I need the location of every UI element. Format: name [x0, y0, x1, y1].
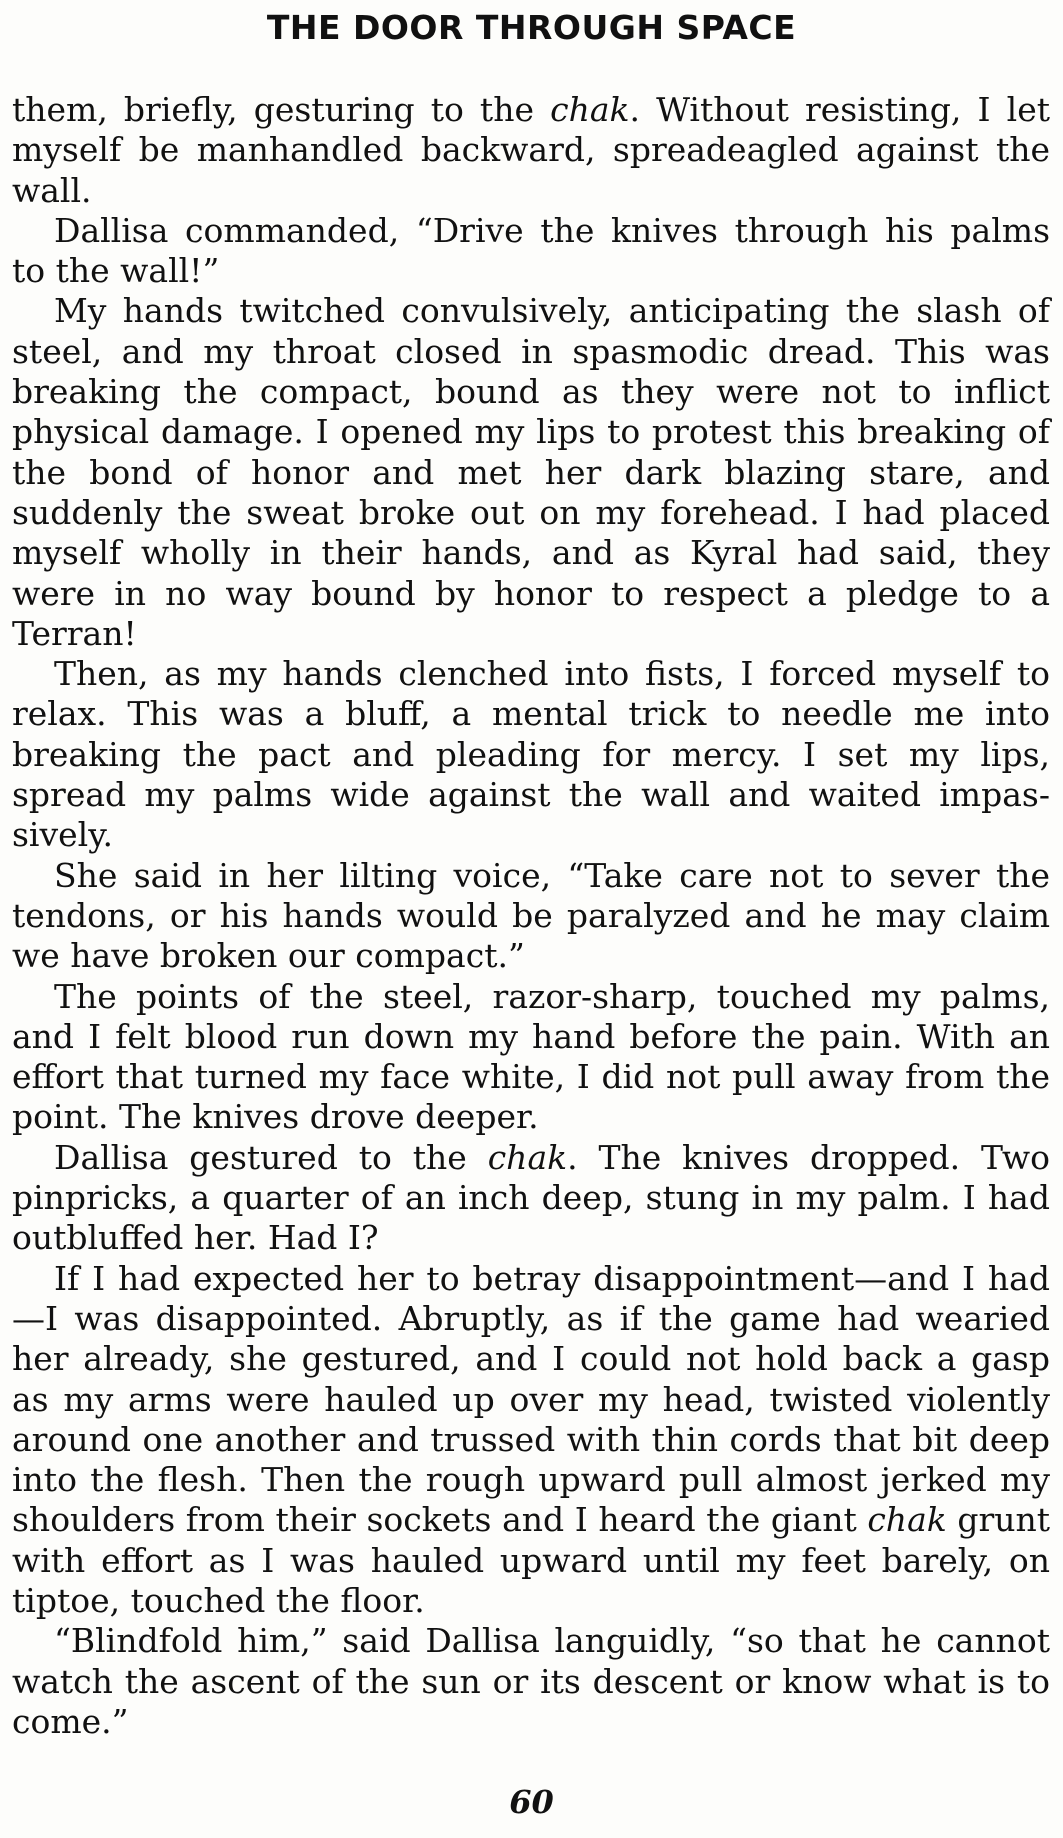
- text-run: Then, as my hands clenched into fists, I forced myself to relax. This was a bluff, a mental trick to needle me into breaking the pact and pleading for mercy. I set my lips, spread my palms wide against the wall and waited impassively.: [12, 654, 1050, 855]
- paragraph: [12, 1138, 1050, 1259]
- text-run: grunt with effort as I was hauled upward until my feet barely, on tiptoe, touched the floor.: [12, 1500, 1050, 1620]
- text-run: . The knives dropped. Two pinpricks, a quarter of an inch deep, stung in my palm. I had outbluffed her. Had I?: [12, 1137, 1050, 1258]
- page-number: 60: [509, 1783, 554, 1821]
- text-run: The points of the steel, razor-sharp, touched my palms, and I felt blood run down my hand before the pain. With an effort that turned my face white, I did not pull away from the point. The knives drove deeper.: [12, 976, 1050, 1137]
- paragraph: [12, 856, 1050, 977]
- text-run: She said in her lilting voice, “Take care not to sever the tendons, or his hands would be paralyzed and he may claim we have broken our compact.”: [12, 855, 1050, 976]
- italic-text: chak: [487, 1137, 568, 1177]
- running-head-title: THE DOOR THROUGH SPACE: [266, 8, 797, 47]
- text-run: If I had expected her to betray disappointment—and I had—I was disappointed. Abruptly, as if the game had wearied her already, she gestured, and I could not hold back a gasp as my arms were hauled up over my head, twisted violently around one another and trussed with thin cords that bit deep into the flesh. Then the rough upward pull almost jerked my shoulders from their sockets and I heard the giant: [12, 1258, 1050, 1540]
- text-run: My hands twitched convulsively, anticipating the slash of steel, and my throat closed in spasmodic dread. This was breaking the compact, bound as they were not to inflict physical damage. I opened my lips to protest this breaking of the bond of honor and met her dark blazing stare, and suddenly the sweat broke out on my forehead. I had placed myself wholly in their hands, and as Kyral had said, they were in no way bound by honor to respect a pledge to a Terran!: [12, 291, 1050, 653]
- paragraph: [12, 977, 1050, 1138]
- paragraph: [12, 211, 1050, 292]
- paragraph: [12, 1259, 1050, 1622]
- body-text: [12, 90, 1050, 1742]
- italic-text: chak: [867, 1500, 947, 1540]
- text-run: . Without resisting, I let myself be manhandled backward, spreadeagled against the wall.: [12, 90, 1050, 210]
- text-run: Dallisa commanded, “Drive the knives through his palms to the wall!”: [12, 210, 1050, 291]
- paragraph: [12, 654, 1050, 855]
- paragraph: [12, 291, 1050, 654]
- paragraph: [12, 1621, 1050, 1742]
- text-run: “Blindfold him,” said Dallisa languidly, “so that he cannot watch the ascent of the sun or its descent or know what is to come.”: [12, 1621, 1050, 1741]
- paragraph: [12, 90, 1050, 211]
- text-run: them, briefly, gesturing to the: [12, 90, 551, 129]
- italic-text: chak: [550, 90, 630, 129]
- text-run: Dallisa gestured to the: [54, 1137, 488, 1177]
